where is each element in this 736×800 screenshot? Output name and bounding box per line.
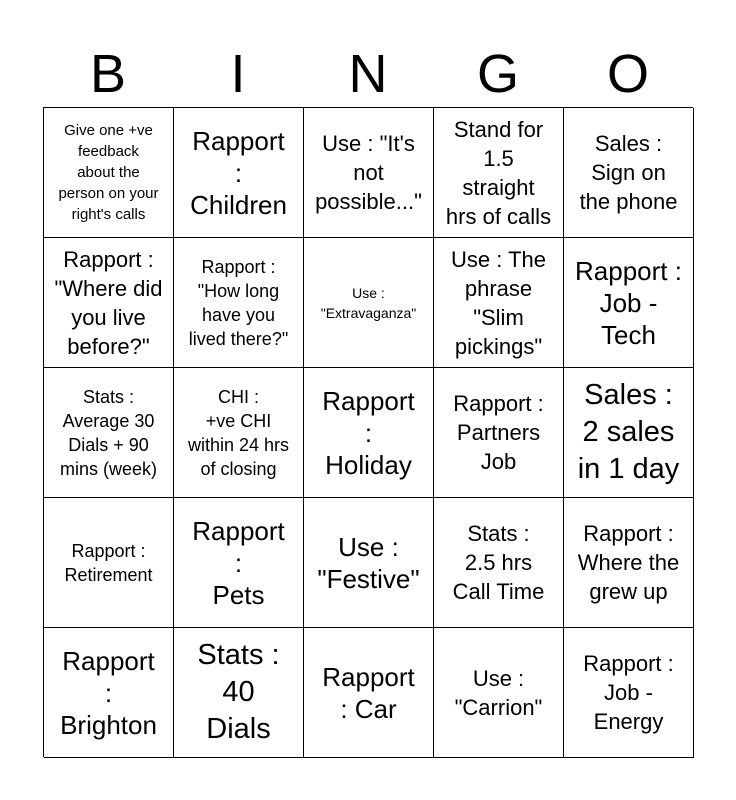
bingo-cell[interactable]	[174, 368, 304, 498]
bingo-cell[interactable]	[564, 108, 694, 238]
bingo-cell[interactable]	[304, 108, 434, 238]
cell-text: Stats : 2.5 hrs Call Time	[452, 521, 545, 604]
cell-text: Rapport : Partners Job	[453, 391, 544, 474]
bingo-header	[43, 40, 693, 108]
bingo-cell[interactable]	[44, 498, 174, 628]
header-letter-b: B	[89, 44, 127, 104]
cell-text: Use : The phrase "Slim pickings"	[451, 246, 546, 359]
cell-text: Use : "Carrion"	[454, 665, 543, 720]
bingo-cell[interactable]	[434, 368, 564, 498]
cell-text: Use : "Extravaganza"	[320, 284, 417, 321]
cell-text: Rapport : Retirement	[64, 540, 153, 585]
bingo-cell[interactable]	[44, 368, 174, 498]
cell-text: Rapport : Job - Tech	[575, 255, 682, 350]
cell-text: Rapport : Job - Energy	[583, 651, 674, 734]
bingo-cell[interactable]	[304, 498, 434, 628]
cell-text: Sales : Sign on the phone	[579, 131, 678, 214]
bingo-cell[interactable]	[304, 628, 434, 758]
bingo-cell[interactable]	[564, 498, 694, 628]
bingo-cell[interactable]	[304, 238, 434, 368]
bingo-cell[interactable]	[44, 628, 174, 758]
cell-text: Rapport : Children	[190, 125, 287, 220]
bingo-cell[interactable]	[174, 108, 304, 238]
cell-text: Rapport : Pets	[192, 515, 285, 610]
cell-text: Stand for 1.5 straight hrs of calls	[445, 116, 552, 229]
header-letter-i: I	[230, 44, 246, 104]
bingo-cell[interactable]	[434, 498, 564, 628]
cell-text: Rapport : Brighton	[60, 645, 157, 740]
bingo-cell[interactable]	[434, 108, 564, 238]
bingo-cell[interactable]	[174, 238, 304, 368]
bingo-cell[interactable]	[44, 238, 174, 368]
cell-text: Sales : 2 sales in 1 day	[577, 379, 680, 485]
cell-text: Rapport : Holiday	[322, 385, 415, 480]
cell-text: Stats : Average 30 Dials + 90 mins (week)	[59, 386, 157, 479]
bingo-cell[interactable]	[174, 628, 304, 758]
cell-text: Give one +ve feedback about the person on your right's calls	[58, 122, 159, 223]
bingo-grid	[43, 107, 693, 757]
bingo-cell[interactable]	[564, 368, 694, 498]
bingo-cell[interactable]	[44, 108, 174, 238]
cell-text: Rapport : "Where did you live before?"	[54, 246, 163, 359]
cell-text: Rapport : "How long have you lived there?"	[188, 256, 289, 349]
cell-text: Use : "Festive"	[317, 531, 420, 594]
bingo-cell[interactable]	[434, 238, 564, 368]
cell-text: CHI : +ve CHI within 24 hrs of closing	[187, 386, 290, 479]
bingo-cell[interactable]	[434, 628, 564, 758]
cell-text: Rapport : Where the grew up	[577, 521, 680, 604]
cell-text: Rapport : Car	[322, 661, 415, 724]
bingo-cell[interactable]	[304, 368, 434, 498]
bingo-cell[interactable]	[564, 628, 694, 758]
cell-text: Stats : 40 Dials	[197, 639, 280, 745]
header-letter-n: N	[348, 44, 388, 104]
header-letter-o: O	[606, 44, 649, 104]
header-letter-g: G	[476, 44, 519, 104]
bingo-cell[interactable]	[174, 498, 304, 628]
cell-text: Use : "It's not possible..."	[315, 131, 422, 214]
bingo-cell[interactable]	[564, 238, 694, 368]
